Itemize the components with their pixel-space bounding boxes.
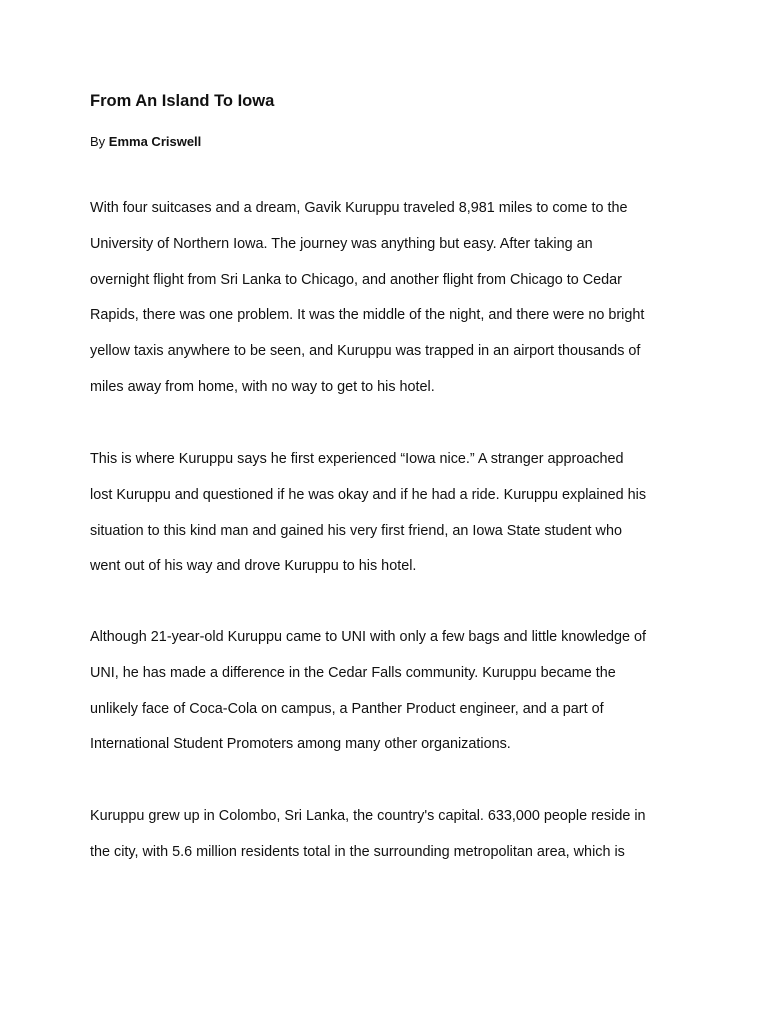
byline-prefix: By: [90, 134, 106, 149]
paragraph-2: [90, 451, 690, 594]
paragraph-line: yellow taxis anywhere to be seen, and Kuruppu was trapped in an airport thousands of: [90, 343, 641, 360]
paragraph-line: overnight flight from Sri Lanka to Chicago, and another flight from Chicago to Cedar: [90, 271, 622, 288]
paragraph-line: University of Northern Iowa. The journey was anything but easy. After taking an: [90, 235, 593, 252]
author-name: Emma Criswell: [108, 134, 202, 149]
paragraph-1: [90, 200, 690, 415]
paragraph-line: International Student Promoters among many other organizations.: [90, 736, 511, 753]
paragraph-line: the city, with 5.6 million residents total in the surrounding metropolitan area, which is: [90, 843, 625, 860]
paragraph-line: unlikely face of Coca-Cola on campus, a Panther Product engineer, and a part of: [90, 700, 604, 717]
paragraph-line: lost Kuruppu and questioned if he was okay and if he had a ride. Kuruppu explained his: [90, 486, 647, 503]
paragraph-line: With four suitcases and a dream, Gavik Kuruppu traveled 8,981 miles to come to the: [90, 200, 628, 216]
paragraph-line: This is where Kuruppu says he first experienced “Iowa nice.” A stranger approached: [90, 451, 624, 467]
paragraph-line: UNI, he has made a difference in the Cedar Falls community. Kuruppu became the: [90, 664, 616, 681]
paragraph-line: Rapids, there was one problem. It was the middle of the night, and there were no bright: [90, 307, 645, 324]
article-title: From An Island To Iowa: [90, 92, 275, 110]
byline: [90, 134, 201, 149]
paragraph-4: [90, 808, 690, 880]
paragraph-line: went out of his way and drove Kuruppu to his hotel.: [90, 558, 417, 575]
paragraph-line: miles away from home, with no way to get to his hotel.: [90, 378, 435, 395]
paragraph-line: Although 21-year-old Kuruppu came to UNI with only a few bags and little knowledge of: [90, 629, 646, 645]
paragraph-line: situation to this kind man and gained his very first friend, an Iowa State student who: [90, 522, 622, 539]
paragraph-3: [90, 629, 690, 772]
paragraph-line: Kuruppu grew up in Colombo, Sri Lanka, the country's capital. 633,000 people reside in: [90, 808, 646, 824]
